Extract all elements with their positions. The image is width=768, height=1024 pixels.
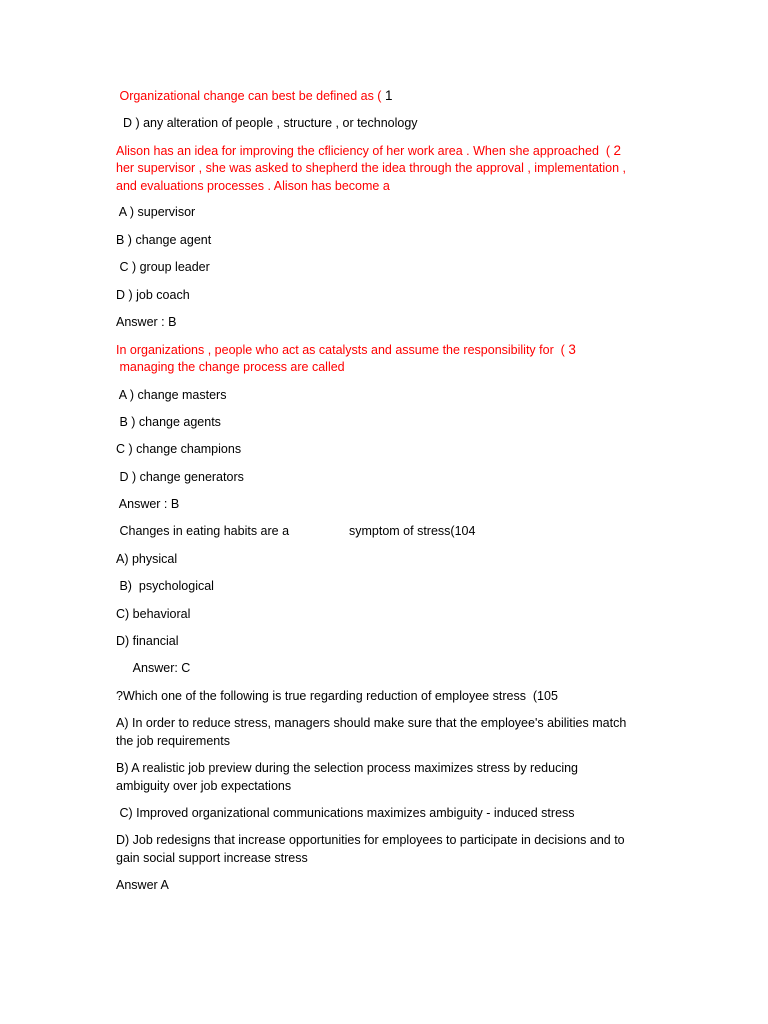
question-5-answer: Answer A bbox=[116, 878, 169, 892]
question-4-option-d: D) financial bbox=[116, 634, 179, 648]
question-3-text-line-1: In organizations , people who act as catalysts and assume the responsibility for ( bbox=[116, 343, 565, 357]
question-3-option-a: A ) change masters bbox=[116, 388, 227, 402]
question-2-text-line-1: Alison has an idea for improving the cfliciency of her work area . When she approached ( bbox=[116, 144, 611, 158]
question-4-option-b: B) psychological bbox=[116, 579, 214, 593]
question-2-option-b: B ) change agent bbox=[116, 233, 212, 247]
question-2-option-d: D ) job coach bbox=[116, 288, 190, 302]
question-4-answer: Answer: C bbox=[116, 661, 191, 675]
question-5-option-a-line-1: A) In order to reduce stress, managers should make sure that the employee's abilities match bbox=[116, 716, 627, 730]
question-2-line-2: her supervisor , she was asked to shepherd the idea through the approval , implementation , bbox=[116, 161, 627, 175]
question-5-option-d-line-1: D) Job redesigns that increase opportunities for employees to participate in decisions and to bbox=[116, 833, 625, 847]
question-4-option-a: A) physical bbox=[116, 552, 178, 566]
question-5-text: ?Which one of the following is true regarding reduction of employee stress (105 bbox=[116, 689, 558, 703]
question-2-line-1 bbox=[116, 142, 621, 160]
question-3-number: 3 bbox=[568, 342, 576, 357]
question-2-answer: Answer : B bbox=[116, 315, 177, 329]
question-4-part-1: Changes in eating habits are a bbox=[116, 524, 290, 538]
question-5-option-c: C) Improved organizational communications maximizes ambiguity - induced stress bbox=[116, 806, 575, 820]
question-4-option-c: C) behavioral bbox=[116, 607, 191, 621]
question-5-option-d-line-2: gain social support increase stress bbox=[116, 851, 308, 865]
question-1-number: 1 bbox=[384, 88, 393, 103]
question-3-option-c: C ) change champions bbox=[116, 442, 242, 456]
question-2-option-c: C ) group leader bbox=[116, 260, 210, 274]
question-3-option-b: B ) change agents bbox=[116, 415, 221, 429]
question-5-option-a-line-2: the job requirements bbox=[116, 734, 230, 748]
question-2-line-3: and evaluations processes . Alison has become a bbox=[116, 179, 390, 193]
question-1 bbox=[116, 87, 392, 105]
question-3-line-2: managing the change process are called bbox=[116, 360, 345, 374]
question-5-option-b-line-1: B) A realistic job preview during the selection process maximizes stress by reducing bbox=[116, 761, 579, 775]
question-2-number: 2 bbox=[613, 143, 622, 158]
question-4-part-2: symptom of stress(104 bbox=[349, 524, 476, 538]
question-2-option-a: A ) supervisor bbox=[116, 205, 196, 219]
question-3-option-d: D ) change generators bbox=[116, 470, 244, 484]
question-3-answer: Answer : B bbox=[116, 497, 180, 511]
question-1-answer: D ) any alteration of people , structure , or technology bbox=[116, 116, 418, 130]
question-3-line-1 bbox=[116, 341, 576, 359]
question-1-text: Organizational change can best be defined as ( bbox=[116, 89, 382, 103]
question-5-option-b-line-2: ambiguity over job expectations bbox=[116, 779, 292, 793]
